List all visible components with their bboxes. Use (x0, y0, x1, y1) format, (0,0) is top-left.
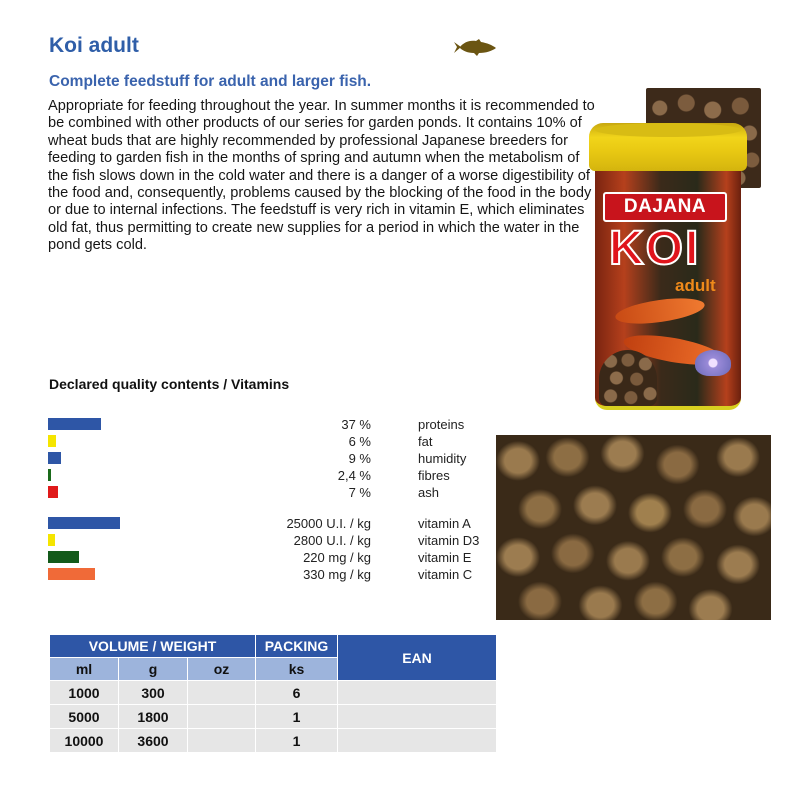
cell-ks: 1 (256, 729, 337, 752)
can-lid (589, 123, 747, 171)
vitamin-value: 330 mg / kg (303, 567, 371, 582)
subheader-g: g (119, 658, 187, 680)
cell-g: 1800 (119, 705, 187, 728)
vitamin-value: 25000 U.I. / kg (286, 516, 371, 531)
product-name: KOI (609, 222, 701, 275)
fish-icon (452, 38, 498, 58)
cell-ml: 5000 (50, 705, 118, 728)
vitamin-value: 220 mg / kg (303, 550, 371, 565)
quality-bar (48, 469, 51, 481)
quality-row-proteins (0, 416, 800, 433)
quality-value: 6 % (348, 434, 371, 449)
can-window-pellets (599, 350, 657, 406)
header-packing: PACKING (256, 635, 337, 657)
vitamin-value: 2800 U.I. / kg (293, 533, 371, 548)
pellets-large-photo (496, 435, 771, 620)
page-title: Koi adult (49, 34, 139, 57)
table-row (50, 729, 496, 752)
cell-ean (338, 681, 496, 704)
quality-value: 9 % (348, 451, 371, 466)
cell-ml: 10000 (50, 729, 118, 752)
vitamin-bar (48, 517, 120, 529)
cell-oz (188, 681, 255, 704)
vitamin-label: vitamin E (418, 550, 472, 565)
cell-ks: 1 (256, 705, 337, 728)
can-body (595, 170, 741, 410)
subheader-ks: ks (256, 658, 337, 680)
lotus-flower-illustration (695, 350, 731, 376)
cell-g: 300 (119, 681, 187, 704)
packaging-table (49, 634, 497, 753)
quality-section-title: Declared quality contents / Vitamins (49, 376, 290, 392)
can-lid-top (595, 123, 741, 137)
quality-value: 7 % (348, 485, 371, 500)
quality-label: humidity (418, 451, 467, 466)
quality-label: ash (418, 485, 439, 500)
quality-label: fibres (418, 468, 450, 483)
brand-logo: DAJANA (603, 192, 727, 222)
cell-g: 3600 (119, 729, 187, 752)
quality-label: proteins (418, 417, 465, 432)
product-variant: adult (675, 276, 716, 295)
quality-bar (48, 452, 61, 464)
page-subtitle: Complete feedstuff for adult and larger fish. (49, 73, 372, 90)
vitamin-bar (48, 568, 95, 580)
product-can-image (589, 120, 749, 410)
quality-bar (48, 418, 101, 430)
vitamin-label: vitamin A (418, 516, 471, 531)
vitamin-bar (48, 534, 55, 546)
cell-ml: 1000 (50, 681, 118, 704)
quality-bar (48, 435, 56, 447)
product-description: Appropriate for feeding throughout the year. In summer months it is recommended to be combined with other products of our series for garden ponds. It contains 10% of wheat buds that are highly recommended by professional Japanese breeders for feeding to garden fish in the months of spring and autumn when the metabolism of the fish slows down in the cold water and there is a danger of a worse digestibility of the food and, consequently, problems caused by the blocking of the food in the body or due to internal infections. The feedstuff is very rich in vitamin E, which eliminates old fat, thus permitting to create new supplies for a period in which the water in the pond gets cold. (48, 98, 595, 254)
cell-oz (188, 705, 255, 728)
quality-label: fat (418, 434, 433, 449)
cell-ean (338, 729, 496, 752)
header-ean: EAN (338, 635, 496, 680)
table-row (50, 681, 496, 704)
cell-ean (338, 705, 496, 728)
header-volume-weight: VOLUME / WEIGHT (50, 635, 255, 657)
vitamin-label: vitamin C (418, 567, 473, 582)
subheader-ml: ml (50, 658, 118, 680)
table-row (50, 705, 496, 728)
quality-value: 37 % (341, 417, 371, 432)
vitamin-label: vitamin D3 (418, 533, 480, 548)
koi-fish-illustration (614, 294, 706, 328)
cell-ks: 6 (256, 681, 337, 704)
cell-oz (188, 729, 255, 752)
quality-bar (48, 486, 58, 498)
vitamin-bar (48, 551, 79, 563)
quality-value: 2,4 % (337, 468, 371, 483)
subheader-oz: oz (188, 658, 255, 680)
